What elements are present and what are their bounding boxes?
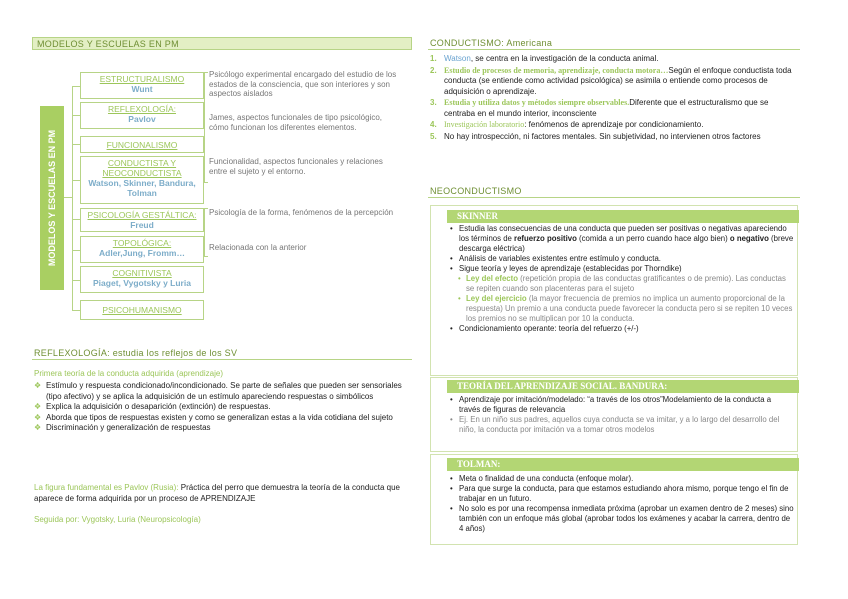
reflexologia-subtitle: Primera teoría de la conducta adquirida (aprendizaje) — [34, 369, 223, 378]
list-item: • Aprendizaje por imitación/modelado: “a través de los otros”Modelamiento de la conducta a través de figuras de relevancia — [450, 395, 794, 415]
item-text: Diferente que el estructuralismo que se centraba en el mundo interior, inconsciente — [444, 98, 769, 118]
item-num: 1. — [430, 54, 437, 63]
school-name: TOPOLÓGICA: — [112, 238, 172, 248]
text-part: (breve descarga eléctrica) — [459, 234, 794, 253]
list-item: ❖ Aborda que tipos de respuestas existen y como se generalizan estas a la vida cotidiana del sujeto — [34, 413, 412, 424]
skinner-header: SKINNER — [447, 210, 799, 223]
item-highlight: Investigación laboratorio — [444, 120, 525, 129]
connector-1 — [72, 86, 80, 87]
followed-by: Seguida por: Vygotsky, Luria (Neuropsicología) — [34, 515, 201, 524]
item-num: 3. — [430, 98, 437, 107]
law-text: (la mayor frecuencia de premios no implica un aumento proporcional de la respuesta) Un premio a una conducta puede favorecer la conducta pero si se repiten 10 veces los premios no se multiplican por 10 la conducta. — [466, 294, 793, 323]
school-gestaltica — [80, 208, 204, 232]
law-text: (repetición propia de las conductas gratificantes o de premio). Las conductas se repiten cuando son placenteras para el sujeto — [466, 274, 786, 293]
list-item: • No solo es por una recompensa inmediata próxima (aprobar un examen dentro de 2 meses) sino también con un enfoque más global (aprobar todos los exámenes y acabar la carrera, dentro de 4 años) — [450, 504, 794, 534]
tolman-header: TOLMAN: — [447, 458, 799, 471]
school-psicohumanismo — [80, 300, 204, 320]
conductismo-list — [430, 54, 800, 143]
school-name: REFLEXOLOGÍA: — [107, 104, 177, 114]
item-text: No hay introspección, ni factores mentales. Sin subjetividad, no intervienen otros factores — [444, 131, 761, 141]
note-james: James, aspectos funcionales de tipo psicológico, cómo funcionan los diferentes elementos. — [209, 113, 382, 132]
law-name: Ley del ejercicio — [466, 294, 527, 303]
school-authors: Piaget, Vygotsky y Luria — [93, 278, 191, 288]
note-relacionada: Relacionada con la anterior — [209, 243, 307, 252]
item-num: 4. — [430, 120, 437, 129]
pavlov-text: Práctica del perro que demuestra la teoría de la conducta que aparece de forma adquirida por un proceso de APRENDIZAJE — [34, 483, 400, 503]
school-authors: Adler,Jung, Fromm… — [99, 248, 185, 258]
connector-6 — [72, 250, 80, 251]
section-title-conductismo: CONDUCTISMO: Americana — [428, 37, 800, 50]
school-name: PSICOLOGÍA GESTÁLTICA: — [87, 210, 197, 220]
note-bracket-1 — [204, 72, 205, 182]
connector-2 — [72, 115, 80, 116]
item-highlight: Estudia y utiliza datos y métodos siempre observables. — [444, 98, 630, 107]
item-text: : fenómenos de aprendizaje por condicionamiento. — [524, 120, 704, 129]
school-authors: Watson, Skinner, Bandura, Tolman — [88, 178, 196, 198]
list-item — [430, 132, 800, 143]
connector-4 — [72, 180, 80, 181]
school-cognitivista — [80, 266, 204, 293]
section-title-reflexologia: REFLEXOLOGÍA: estudia los reflejos de los SV — [32, 347, 412, 360]
school-name: CONDUCTISTA Y NEOCONDUCTISTA — [102, 158, 182, 178]
text-part: Estudia las consecuencias de una conducta que pueden ser positivas o negativas apareciendo los términos de — [459, 224, 787, 243]
item-highlight: Estudio de procesos de memoria, aprendizaje, conducta motora… — [444, 65, 669, 75]
list-item — [450, 274, 794, 294]
pavlov-lead: La figura fundamental es Pavlov (Rusia): — [34, 483, 179, 492]
school-name: COGNITIVISTA — [112, 268, 172, 278]
list-item: ❖ Explica la adquisición o desaparición (extinción) de respuestas. — [34, 402, 412, 413]
item-text: Según el enfoque conductista toda conducta (se entiende como actividad psicológica) se asimila o entiende como procesos de adquisición o aprendizaje. — [444, 65, 792, 96]
school-name: ESTRUCTURALISMO — [99, 74, 185, 84]
note-bracket-2 — [204, 208, 205, 256]
item-highlight: Watson — [444, 54, 471, 63]
list-item: • Condicionamiento operante: teoría del refuerzo (+/-) — [450, 324, 794, 334]
text-bold: refuerzo positivo — [514, 234, 577, 243]
skinner-list — [450, 224, 794, 334]
law-name: Ley del efecto — [466, 274, 518, 283]
list-item: • Ej. En un niño sus padres, aquellos cuya conducta se va imitar, y a lo largo del desarrollo del niño, la conducta por imitación va a tomar otros modelos — [450, 415, 794, 435]
item-text: , se centra en la investigación de la conducta animal. — [470, 54, 659, 63]
connector-main — [64, 197, 72, 198]
list-item: ❖ Estímulo y respuesta condicionado/incondicionado. Se parte de señales que pueden ser sensoriales (tipo afectivo) y se aplica la adquisición de un estímulo apareciendo respuestas o simbólicos — [34, 381, 412, 402]
bandura-list — [450, 395, 794, 435]
text-part: (comida a un perro cuando hace algo bien) — [576, 234, 730, 243]
vertical-label-bar — [40, 106, 64, 290]
connector-5 — [72, 219, 80, 220]
list-item: • Sigue teoría y leyes de aprendizaje (establecidas por Thorndike) — [450, 264, 794, 274]
connector-vertical — [72, 86, 73, 310]
list-item: • Meta o finalidad de una conducta (enfoque molar). — [450, 474, 794, 484]
item-num: 2. — [430, 65, 437, 75]
pavlov-paragraph — [34, 483, 412, 504]
list-item — [430, 98, 800, 119]
list-item — [430, 54, 800, 65]
reflexologia-list — [34, 381, 412, 434]
connector-3 — [72, 144, 80, 145]
note-gestalt: Psicología de la forma, fenómenos de la percepción — [209, 208, 394, 217]
note-tick-3 — [204, 208, 208, 209]
note-tick-1 — [204, 72, 208, 73]
list-item — [430, 66, 800, 98]
section-title-modelos: MODELOS Y ESCUELAS EN PM — [32, 37, 412, 50]
note-funcionalidad: Funcionalidad, aspectos funcionales y relaciones entre el sujeto y el entorno. — [209, 157, 383, 176]
school-estructuralismo — [80, 72, 204, 99]
bandura-header: TEORÍA DEL APRENDIZAJE SOCIAL. BANDURA: — [447, 380, 799, 393]
note-tick-4 — [204, 256, 208, 257]
school-reflexologia — [80, 102, 204, 129]
item-num: 5. — [430, 131, 437, 141]
connector-7 — [72, 280, 80, 281]
school-authors: Wunt — [131, 84, 153, 94]
tolman-list — [450, 474, 794, 534]
list-item: ❖ Discriminación y generalización de respuestas — [34, 423, 412, 434]
note-estructuralismo: Psicólogo experimental encargado del estudio de los estados de la consciencia, que son interiores y son aspectos aislados — [209, 70, 397, 98]
list-item — [450, 224, 794, 254]
school-funcionalismo — [80, 136, 204, 153]
text-bold: o negativo — [729, 234, 769, 243]
school-authors: Freud — [130, 220, 154, 230]
list-item — [430, 120, 800, 131]
connector-8 — [72, 310, 80, 311]
school-name: PSICOHUMANISMO — [102, 305, 182, 315]
vertical-label: MODELOS Y ESCUELAS EN PM — [47, 129, 58, 267]
section-title-neoconductismo: NEOCONDUCTISMO — [428, 185, 800, 198]
school-authors: Pavlov — [128, 114, 156, 124]
school-conductista — [80, 156, 204, 204]
list-item: • Para que surge la conducta, para que estamos estudiando ahora mismo, porque tengo el fin de trabajar en un futuro. — [450, 484, 794, 504]
list-item — [450, 294, 794, 324]
school-topologica — [80, 236, 204, 263]
school-name: FUNCIONALISMO — [106, 140, 178, 150]
list-item: • Análisis de variables existentes entre estímulo y conducta. — [450, 254, 794, 264]
note-tick-2 — [204, 182, 208, 183]
